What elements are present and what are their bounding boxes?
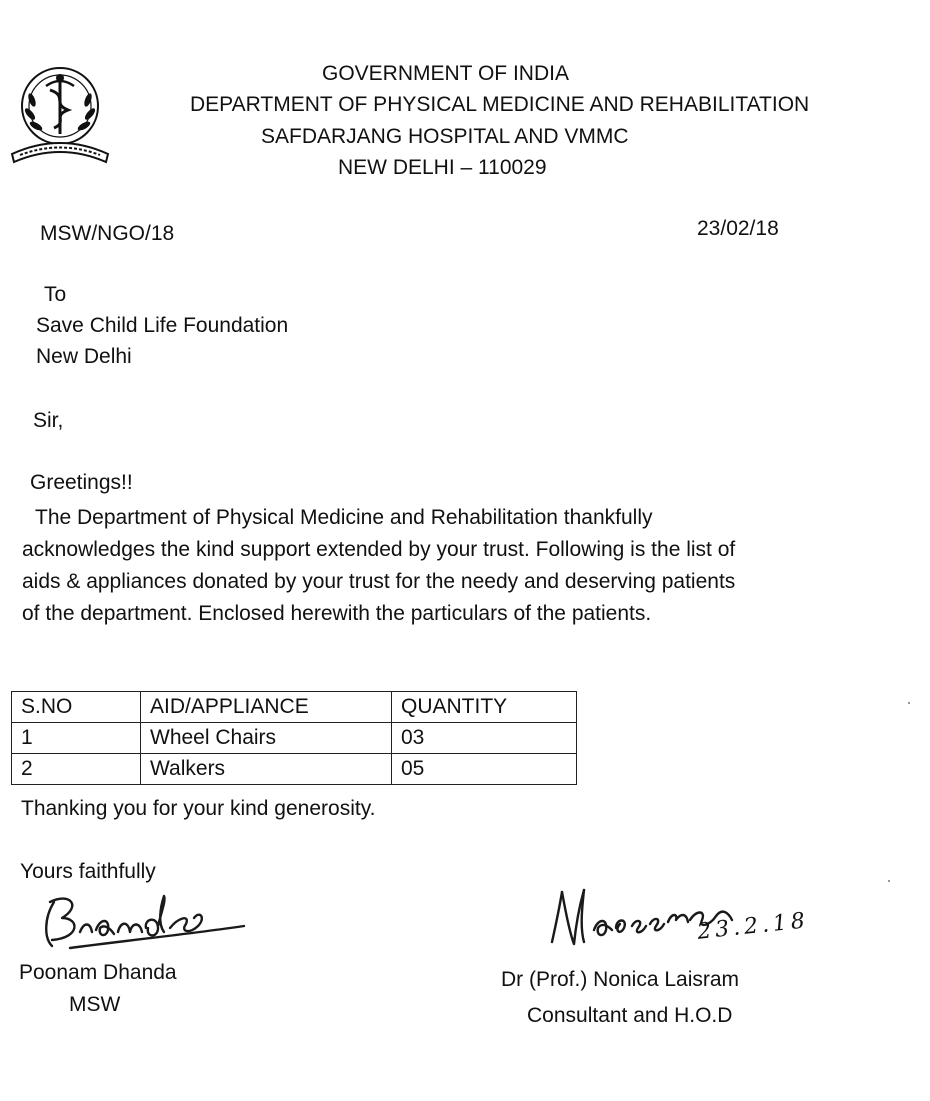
body-line: aids & appliances donated by your trust for the needy and deserving patients <box>22 570 736 593</box>
scan-speck <box>908 702 910 704</box>
signatory-right-name: Dr (Prof.) Nonica Laisram <box>501 968 740 991</box>
table-header-cell: QUANTITY <box>392 692 577 723</box>
thanks-line: Thanking you for your kind generosity. <box>21 797 376 820</box>
closing: Yours faithfully <box>20 860 156 883</box>
greeting: Greetings!! <box>30 471 133 494</box>
table-header-cell: AID/APPLIANCE <box>141 692 392 723</box>
table-cell: 2 <box>12 754 141 785</box>
scan-speck <box>888 880 890 882</box>
table-cell: Walkers <box>141 754 392 785</box>
signatory-left-title: MSW <box>69 993 121 1016</box>
hospital-emblem-icon <box>10 60 112 164</box>
salutation: Sir, <box>33 409 64 432</box>
table-cell: 03 <box>392 723 577 754</box>
table-cell: Wheel Chairs <box>141 723 392 754</box>
letterhead-line-hospital: SAFDARJANG HOSPITAL AND VMMC <box>261 125 629 148</box>
letterhead-line-department: DEPARTMENT OF PHYSICAL MEDICINE AND REHABILITATION <box>190 93 810 116</box>
recipient-city: New Delhi <box>36 345 132 368</box>
reference-number: MSW/NGO/18 <box>40 222 175 245</box>
body-line: of the department. Enclosed herewith the particulars of the patients. <box>22 602 652 625</box>
letterhead-line-government: GOVERNMENT OF INDIA <box>322 62 569 85</box>
recipient-to: To <box>44 283 67 306</box>
recipient-name: Save Child Life Foundation <box>36 314 289 337</box>
table-header-row <box>12 692 577 723</box>
signature-left <box>40 888 250 952</box>
table-cell: 1 <box>12 723 141 754</box>
letter-date: 23/02/18 <box>697 217 779 240</box>
body-line: acknowledges the kind support extended by your trust. Following is the list of <box>22 538 736 561</box>
body-paragraph <box>22 502 882 630</box>
signatory-right-title: Consultant and H.O.D <box>527 1004 733 1027</box>
signatory-left-name: Poonam Dhanda <box>19 961 177 984</box>
aids-table <box>11 691 577 785</box>
body-line: The Department of Physical Medicine and Rehabilitation thankfully <box>35 506 653 529</box>
signature-right-date: 23.2.18 <box>696 908 810 945</box>
table-header-cell: S.NO <box>12 692 141 723</box>
table-row <box>12 754 577 785</box>
table-row <box>12 723 577 754</box>
letterhead-line-city: NEW DELHI – 110029 <box>338 156 547 179</box>
table-cell: 05 <box>392 754 577 785</box>
